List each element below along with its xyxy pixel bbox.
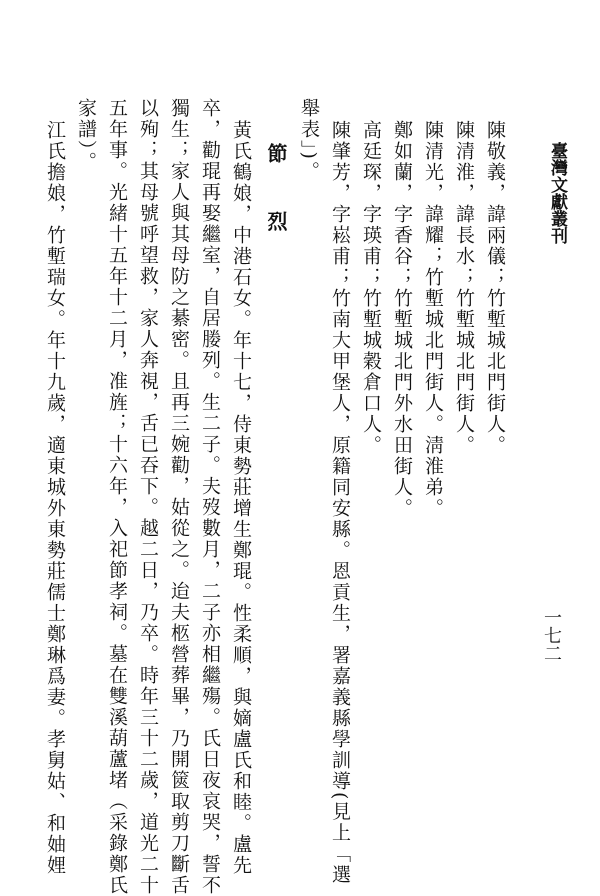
text-column: 江氏擔娘，竹塹瑞女。年十九歲，適東城外東勢莊儒士鄭琳爲妻。孝舅姑、和妯娌 [44, 120, 66, 876]
text-column: 獨生；家人與其母防之綦密。且再三婉勸，姑從之。迨夫柩營葬畢，乃開篋取剪刀斷舌 [168, 98, 190, 896]
text-column: 以殉；其母號呼望救，家人奔視，舌已吞下。越二日，乃卒。時年三十二歲，道光二十 [137, 98, 159, 896]
text-column: 高廷琛，字瑛甫；竹塹城穀倉口人。 [360, 120, 382, 456]
running-header: 臺灣文獻叢刊 [547, 142, 567, 244]
text-column: 五年事。光緒十五年十二月，准旌；十六年，入祀節孝祠。墓在雙溪葫蘆堵（采錄鄭氏 [106, 98, 128, 896]
text-column: 鄭如蘭，字香谷；竹塹城北門外水田街人。 [391, 120, 413, 519]
text-column: 家譜）。 [75, 98, 97, 173]
text-column: 陳肇芳，字崧甫；竹南大甲堡人，原籍同安縣。恩貢生，署嘉義縣學訓導(見上「選 [329, 120, 351, 886]
text-column: 舉表」)。 [298, 98, 320, 182]
page-number: 一七二 [541, 608, 562, 662]
text-column: 黃氏鶴娘，中港石女。年十七，侍東勢莊增生鄭琨。性柔順，與嫡盧氏和睦。盧先 [230, 120, 252, 876]
section-title: 節 烈 [264, 143, 288, 245]
text-column: 陳敬義，諱兩儀；竹塹城北門街人。 [484, 120, 506, 456]
text-column: 陳清淮，諱長水；竹塹城北門街人。 [453, 120, 475, 456]
text-column: 陳清光，諱耀；竹塹城北門街人。淸淮弟。 [422, 120, 444, 519]
text-column: 卒，勸琨再娶繼室，自居媵列。生二子。夫歿數月，二子亦相繼殤。氏日夜哀哭，誓不 [199, 98, 221, 896]
